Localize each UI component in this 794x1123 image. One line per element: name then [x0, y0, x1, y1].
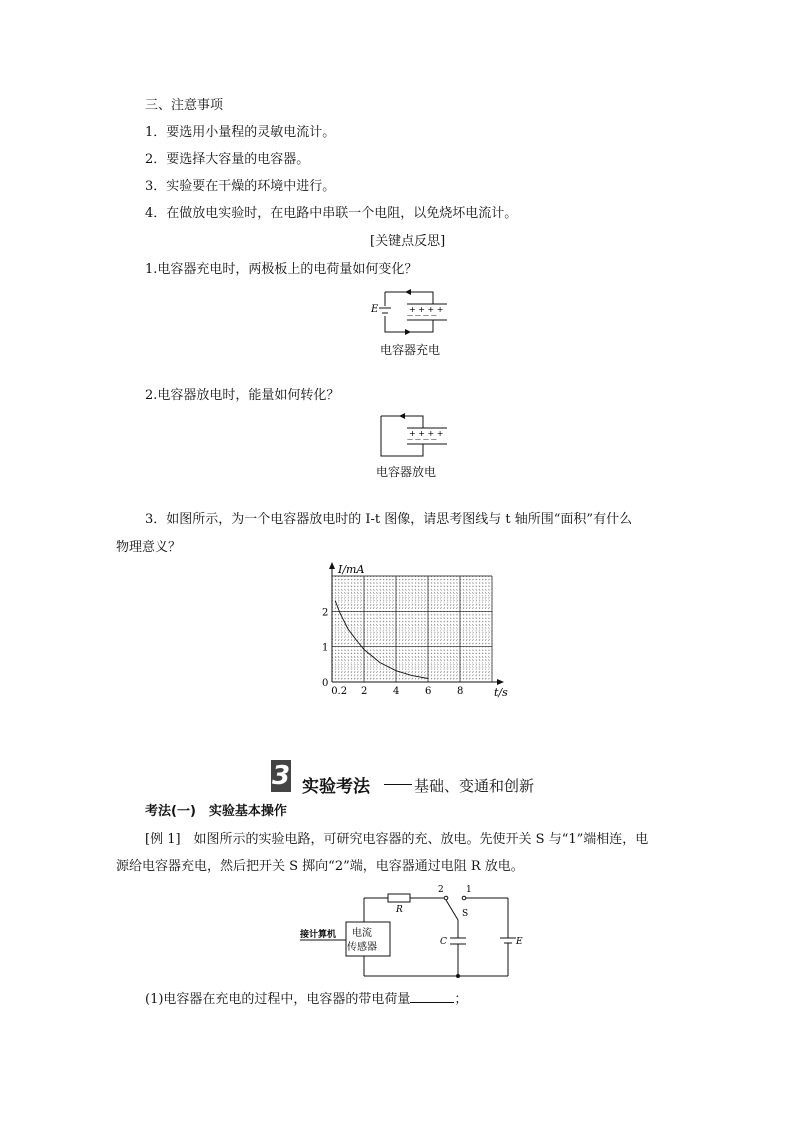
discharging-caption: 电容器放电	[376, 465, 437, 479]
charging-circuit-diagram	[365, 286, 465, 342]
notes-item-3: 3．实验要在干燥的环境中进行。	[145, 179, 336, 194]
x-tick-label: 8	[457, 686, 464, 697]
question1-text: (1)电容器在充电的过程中，电容器的带电荷量	[145, 992, 411, 1007]
x-tick-label: 4	[393, 686, 400, 697]
resistor-label: R	[396, 905, 403, 915]
sensor-label-line2: 传感器	[347, 942, 377, 953]
question-charging: 1.电容器充电时，两极板上的电荷量如何变化？	[145, 262, 418, 277]
question-discharging: 2.电容器放电时，能量如何转化？	[145, 388, 340, 403]
charging-caption: 电容器充电	[380, 343, 441, 357]
x-axis-arrow	[497, 679, 504, 685]
computer-label: 接计算机	[300, 930, 337, 940]
minus-charges: — — — —	[407, 436, 437, 443]
chart-grid	[332, 576, 492, 682]
battery-label: E	[516, 937, 523, 947]
reflection-heading: [关键点反思]	[370, 234, 446, 249]
notes-heading: 三、注意事项	[145, 98, 224, 113]
y-axis-label: I/mA	[338, 563, 365, 576]
x-tick-label: 2	[361, 686, 368, 697]
question-area-line2: 物理意义？	[116, 540, 182, 555]
y-tick-label: 0	[322, 678, 329, 689]
example1-line2: 源给电容器充电，然后把开关 S 掷向“2”端，电容器通过电阻 R 放电。	[116, 859, 524, 874]
method1-heading: 考法(一) 实验基本操作	[145, 804, 287, 819]
y-tick-label: 2	[322, 607, 329, 619]
question1-suffix: ；	[454, 992, 468, 1007]
plus-charges: + + + +	[409, 429, 444, 438]
y-tick-label: 1	[322, 642, 329, 654]
terminal-1-label: 1	[466, 885, 472, 895]
y-axis-arrow	[329, 562, 335, 569]
notes-item-4: 4．在做放电实验时，在电路中串联一个电阻，以免烧坏电流计。	[145, 206, 518, 221]
discharging-circuit-diagram	[375, 410, 455, 466]
section-subtitle: 基础、变通和创新	[414, 777, 535, 795]
example1-line1: [例 1] 如图所示的实验电路，可研究电容器的充、放电。先使开关 S 与“1”端相连，电	[145, 832, 649, 847]
question-area-line1: 3．如图所示，为一个电容器放电时的 I-t 图像，请思考图线与 t 轴所围“面积”有什么	[145, 512, 633, 527]
capacitor-label: C	[440, 937, 447, 947]
answer-blank[interactable]	[410, 991, 454, 1003]
section-title: 实验考法	[302, 777, 370, 797]
notes-item-1: 1．要选用小量程的灵敏电流计。	[145, 125, 336, 140]
source-e-label: E	[371, 304, 379, 315]
discharge-current-chart	[310, 562, 510, 698]
chart-tick-labels	[322, 607, 463, 697]
x-tick-label: 6	[425, 686, 432, 697]
plus-charges: + + + +	[409, 305, 444, 314]
x-axis-label: t/s	[494, 686, 508, 698]
chart-axes	[329, 562, 504, 685]
terminal-2-label: 2	[438, 885, 444, 895]
sensor-label-line1: 电流	[352, 928, 372, 939]
minus-charges: — — — —	[407, 312, 437, 319]
experiment-circuit-diagram	[296, 882, 536, 978]
notes-item-2: 2．要选择大容量的电容器。	[145, 152, 310, 167]
switch-label: S	[462, 909, 469, 919]
section-dash	[384, 784, 412, 785]
discharge-curve	[335, 601, 428, 679]
x-tick-label: 0.2	[331, 686, 348, 697]
resistor-r	[388, 894, 410, 902]
section-number-badge: 3	[271, 761, 291, 791]
question1-line	[145, 991, 467, 1006]
